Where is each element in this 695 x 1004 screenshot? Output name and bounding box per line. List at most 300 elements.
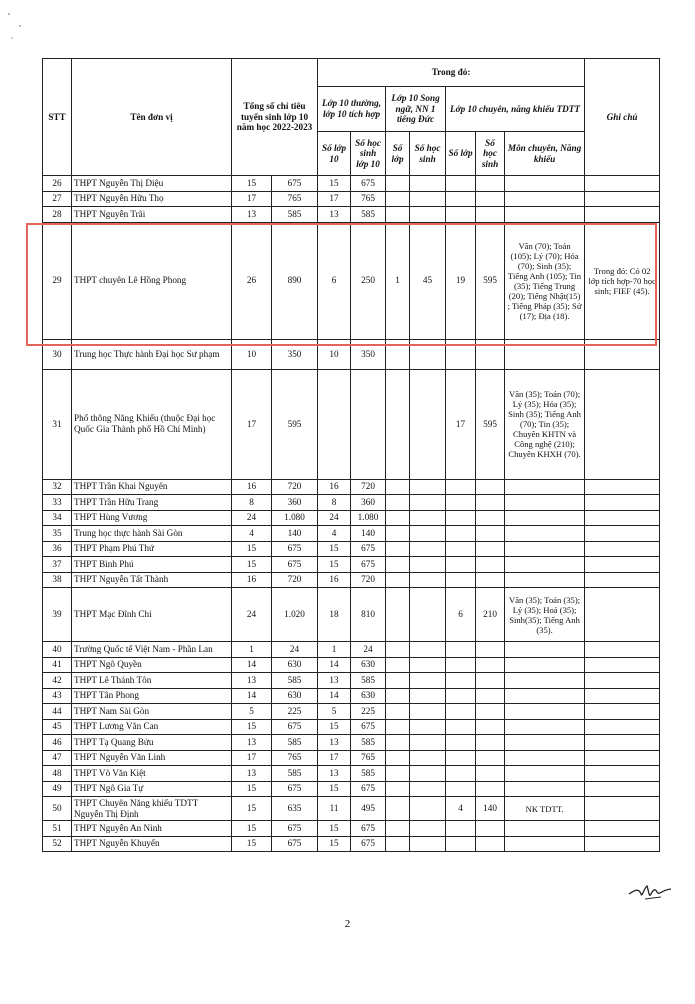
cell-total-classes: 10 [232, 339, 272, 369]
cell-reg-students: 495 [351, 797, 386, 821]
cell-note [585, 688, 660, 704]
cell-sp-students: 595 [476, 222, 505, 339]
cell-bil-classes [386, 821, 410, 837]
cell-reg-students: 810 [351, 588, 386, 642]
cell-subjects [505, 704, 585, 720]
cell-stt: 33 [43, 495, 72, 511]
cell-total-students: 675 [272, 557, 318, 573]
cell-total-classes: 15 [232, 541, 272, 557]
cell-total-students: 720 [272, 572, 318, 588]
cell-bil-classes [386, 735, 410, 751]
cell-subjects [505, 541, 585, 557]
cell-total-students: 350 [272, 339, 318, 369]
cell-total-classes: 15 [232, 781, 272, 797]
cell-reg-classes: 13 [318, 735, 351, 751]
cell-note [585, 495, 660, 511]
table-row [43, 526, 660, 542]
cell-subjects [505, 642, 585, 658]
cell-bil-classes [386, 719, 410, 735]
header-group-regular: Lớp 10 thường, lớp 10 tích hợp [318, 87, 386, 132]
cell-unit-name: THPT Nguyễn Văn Linh [72, 750, 232, 766]
table-row [43, 766, 660, 782]
header-group-specialized: Lớp 10 chuyên, năng khiếu TDTT [446, 87, 585, 132]
cell-note [585, 704, 660, 720]
cell-reg-students: 360 [351, 495, 386, 511]
cell-sp-classes [446, 572, 476, 588]
cell-total-students: 630 [272, 657, 318, 673]
cell-bil-classes [386, 526, 410, 542]
cell-total-classes: 5 [232, 704, 272, 720]
table-row [43, 572, 660, 588]
cell-reg-classes: 13 [318, 673, 351, 689]
cell-note [585, 750, 660, 766]
cell-sp-classes [446, 735, 476, 751]
cell-total-students: 635 [272, 797, 318, 821]
cell-subjects [505, 750, 585, 766]
cell-bil-classes [386, 495, 410, 511]
cell-subjects: NK TDTT. [505, 797, 585, 821]
cell-stt: 29 [43, 222, 72, 339]
cell-note [585, 766, 660, 782]
cell-total-classes: 4 [232, 526, 272, 542]
cell-total-classes: 13 [232, 673, 272, 689]
cell-stt: 48 [43, 766, 72, 782]
cell-bil-students: 45 [410, 222, 446, 339]
cell-sp-students [476, 207, 505, 223]
cell-sp-students [476, 821, 505, 837]
table-row [43, 781, 660, 797]
table-row [43, 176, 660, 192]
cell-note [585, 673, 660, 689]
cell-total-students: 1.080 [272, 510, 318, 526]
cell-unit-name: THPT Chuyên Năng khiếu TDTT Nguyễn Thị Định [72, 797, 232, 821]
cell-bil-students [410, 766, 446, 782]
cell-stt: 49 [43, 781, 72, 797]
cell-unit-name: THPT Phạm Phú Thứ [72, 541, 232, 557]
cell-total-students: 675 [272, 541, 318, 557]
cell-subjects [505, 766, 585, 782]
cell-reg-students: 675 [351, 176, 386, 192]
cell-unit-name: THPT Ngô Quyền [72, 657, 232, 673]
cell-total-students: 890 [272, 222, 318, 339]
cell-reg-students [351, 369, 386, 479]
cell-sp-students [476, 704, 505, 720]
cell-bil-students [410, 735, 446, 751]
cell-reg-classes [318, 369, 351, 479]
cell-sp-students [476, 495, 505, 511]
cell-reg-students: 585 [351, 766, 386, 782]
cell-total-classes: 15 [232, 176, 272, 192]
cell-stt: 47 [43, 750, 72, 766]
cell-sp-classes [446, 836, 476, 852]
cell-unit-name: THPT Võ Văn Kiệt [72, 766, 232, 782]
cell-sp-students [476, 642, 505, 658]
cell-sp-students: 595 [476, 369, 505, 479]
cell-total-students: 765 [272, 191, 318, 207]
cell-reg-students: 585 [351, 673, 386, 689]
cell-reg-classes: 17 [318, 191, 351, 207]
cell-bil-classes [386, 750, 410, 766]
cell-total-students: 585 [272, 673, 318, 689]
cell-total-students: 675 [272, 719, 318, 735]
cell-subjects [505, 207, 585, 223]
cell-sp-classes: 17 [446, 369, 476, 479]
cell-note [585, 642, 660, 658]
cell-subjects [505, 688, 585, 704]
cell-note [585, 369, 660, 479]
cell-bil-classes [386, 704, 410, 720]
cell-note [585, 836, 660, 852]
cell-bil-classes [386, 797, 410, 821]
cell-sp-students [476, 766, 505, 782]
cell-sp-classes [446, 339, 476, 369]
cell-unit-name: THPT Nguyễn An Ninh [72, 821, 232, 837]
cell-unit-name: Phổ thông Năng Khiếu (thuộc Đại học Quốc Gia Thành phố Hồ Chí Minh) [72, 369, 232, 479]
header-bil-classes: Số lớp [386, 132, 410, 176]
cell-sp-classes: 6 [446, 588, 476, 642]
cell-unit-name: THPT Lương Văn Can [72, 719, 232, 735]
cell-stt: 52 [43, 836, 72, 852]
cell-total-classes: 17 [232, 191, 272, 207]
cell-total-students: 675 [272, 176, 318, 192]
cell-reg-students: 765 [351, 191, 386, 207]
cell-reg-classes: 1 [318, 642, 351, 658]
cell-unit-name: Trường Quốc tế Việt Nam - Phần Lan [72, 642, 232, 658]
enrollment-table [42, 58, 660, 852]
cell-subjects [505, 781, 585, 797]
cell-note [585, 191, 660, 207]
cell-total-classes: 16 [232, 479, 272, 495]
cell-reg-classes: 18 [318, 588, 351, 642]
cell-unit-name: THPT Nguyễn Thị Diệu [72, 176, 232, 192]
cell-sp-classes [446, 657, 476, 673]
cell-total-classes: 24 [232, 588, 272, 642]
cell-stt: 30 [43, 339, 72, 369]
cell-note [585, 781, 660, 797]
cell-sp-classes: 19 [446, 222, 476, 339]
cell-reg-students: 675 [351, 836, 386, 852]
cell-unit-name: Trung học Thực hành Đại học Sư phạm [72, 339, 232, 369]
cell-note [585, 479, 660, 495]
cell-reg-classes: 15 [318, 836, 351, 852]
cell-bil-students [410, 510, 446, 526]
cell-total-classes: 26 [232, 222, 272, 339]
cell-total-classes: 13 [232, 207, 272, 223]
scan-specks [6, 8, 26, 48]
cell-bil-classes [386, 836, 410, 852]
table-row [43, 735, 660, 751]
cell-bil-classes [386, 191, 410, 207]
cell-total-students: 360 [272, 495, 318, 511]
cell-sp-students [476, 781, 505, 797]
cell-total-classes: 8 [232, 495, 272, 511]
cell-total-classes: 15 [232, 821, 272, 837]
page-number: 2 [344, 918, 351, 930]
table-row [43, 510, 660, 526]
table-row [43, 369, 660, 479]
cell-sp-students [476, 176, 505, 192]
cell-sp-classes [446, 642, 476, 658]
table-row [43, 339, 660, 369]
cell-stt: 41 [43, 657, 72, 673]
cell-reg-students: 225 [351, 704, 386, 720]
cell-sp-classes [446, 479, 476, 495]
cell-total-classes: 14 [232, 688, 272, 704]
cell-sp-classes [446, 495, 476, 511]
cell-total-classes: 1 [232, 642, 272, 658]
cell-bil-classes [386, 657, 410, 673]
cell-reg-classes: 15 [318, 176, 351, 192]
table-row [43, 704, 660, 720]
cell-stt: 34 [43, 510, 72, 526]
cell-stt: 37 [43, 557, 72, 573]
table-row [43, 588, 660, 642]
cell-stt: 42 [43, 673, 72, 689]
cell-sp-classes [446, 704, 476, 720]
cell-bil-classes [386, 572, 410, 588]
cell-subjects [505, 657, 585, 673]
cell-bil-students [410, 688, 446, 704]
cell-bil-students [410, 719, 446, 735]
cell-reg-students: 720 [351, 479, 386, 495]
cell-unit-name: THPT Nam Sài Gòn [72, 704, 232, 720]
cell-total-students: 225 [272, 704, 318, 720]
cell-stt: 50 [43, 797, 72, 821]
cell-total-classes: 13 [232, 735, 272, 751]
cell-note [585, 510, 660, 526]
cell-bil-students [410, 836, 446, 852]
header-stt: STT [43, 59, 72, 176]
cell-total-classes: 16 [232, 572, 272, 588]
cell-reg-classes: 8 [318, 495, 351, 511]
cell-note [585, 557, 660, 573]
cell-note: Trong đó: Có 02 lớp tích hợp-70 học sinh; FIEF (45). [585, 222, 660, 339]
cell-reg-students: 675 [351, 821, 386, 837]
cell-sp-students [476, 688, 505, 704]
cell-reg-students: 630 [351, 688, 386, 704]
cell-unit-name: THPT Trần Hữu Trang [72, 495, 232, 511]
cell-bil-classes [386, 688, 410, 704]
cell-note [585, 207, 660, 223]
table-row [43, 207, 660, 223]
cell-total-students: 765 [272, 750, 318, 766]
cell-total-students: 140 [272, 526, 318, 542]
cell-stt: 35 [43, 526, 72, 542]
cell-stt: 28 [43, 207, 72, 223]
cell-bil-classes: 1 [386, 222, 410, 339]
cell-subjects: Văn (70); Toán (105); Lý (70); Hóa (70); Sinh (35); Tiếng Anh (105); Tin (35); Tiếng Trung (20); Tiếng Nhật(15) ; Tiếng Pháp (35); Sử (17); Địa (18). [505, 222, 585, 339]
cell-stt: 44 [43, 704, 72, 720]
cell-unit-name: THPT Tân Phong [72, 688, 232, 704]
cell-bil-classes [386, 369, 410, 479]
cell-reg-students: 1.080 [351, 510, 386, 526]
cell-total-students: 585 [272, 735, 318, 751]
cell-total-classes: 15 [232, 557, 272, 573]
cell-reg-classes: 16 [318, 479, 351, 495]
cell-bil-classes [386, 588, 410, 642]
cell-subjects [505, 526, 585, 542]
cell-sp-students [476, 339, 505, 369]
cell-unit-name: THPT Nguyễn Trãi [72, 207, 232, 223]
header-subjects: Môn chuyên, Năng khiếu [505, 132, 585, 176]
cell-reg-students: 24 [351, 642, 386, 658]
cell-reg-classes: 15 [318, 719, 351, 735]
cell-unit-name: THPT Hùng Vương [72, 510, 232, 526]
cell-subjects [505, 735, 585, 751]
cell-note [585, 339, 660, 369]
cell-unit-name: THPT Lê Thánh Tôn [72, 673, 232, 689]
cell-subjects [505, 479, 585, 495]
table-row [43, 191, 660, 207]
header-group-bilingual: Lớp 10 Song ngữ, NN 1 tiếng Đức [386, 87, 446, 132]
enrollment-table-sheet [42, 58, 659, 852]
cell-subjects [505, 719, 585, 735]
cell-bil-students [410, 557, 446, 573]
cell-reg-students: 585 [351, 207, 386, 223]
cell-bil-students [410, 176, 446, 192]
cell-sp-students [476, 510, 505, 526]
cell-unit-name: THPT Trần Khai Nguyên [72, 479, 232, 495]
cell-bil-classes [386, 176, 410, 192]
header-total: Tổng số chỉ tiêu tuyển sinh lớp 10 năm học 2022-2023 [232, 59, 318, 176]
cell-reg-classes: 10 [318, 339, 351, 369]
cell-subjects: Văn (35); Toán (70); Lý (35); Hóa (35); Sinh (35); Tiếng Anh (70); Tin (35); Chuyên KHTN và Công nghệ (210); Chuyên KHXH (70). [505, 369, 585, 479]
cell-total-students: 720 [272, 479, 318, 495]
cell-total-classes: 15 [232, 719, 272, 735]
table-row [43, 719, 660, 735]
cell-subjects [505, 191, 585, 207]
cell-stt: 26 [43, 176, 72, 192]
cell-sp-students [476, 526, 505, 542]
cell-sp-classes [446, 719, 476, 735]
cell-sp-classes [446, 207, 476, 223]
cell-sp-classes [446, 541, 476, 557]
cell-sp-classes: 4 [446, 797, 476, 821]
cell-note [585, 572, 660, 588]
table-row [43, 750, 660, 766]
cell-note [585, 657, 660, 673]
cell-reg-students: 630 [351, 657, 386, 673]
cell-subjects [505, 495, 585, 511]
table-row [43, 657, 660, 673]
cell-sp-students [476, 541, 505, 557]
cell-bil-students [410, 781, 446, 797]
cell-bil-classes [386, 766, 410, 782]
cell-sp-students [476, 657, 505, 673]
cell-total-classes: 15 [232, 836, 272, 852]
header-of-which: Trong đó: [318, 59, 585, 87]
cell-bil-students [410, 572, 446, 588]
table-row [43, 673, 660, 689]
cell-sp-students [476, 557, 505, 573]
cell-total-students: 585 [272, 207, 318, 223]
cell-unit-name: THPT Nguyễn Tất Thành [72, 572, 232, 588]
cell-bil-classes [386, 479, 410, 495]
cell-bil-students [410, 797, 446, 821]
cell-sp-classes [446, 766, 476, 782]
cell-reg-students: 140 [351, 526, 386, 542]
cell-unit-name: THPT chuyên Lê Hồng Phong [72, 222, 232, 339]
table-row [43, 557, 660, 573]
cell-note [585, 176, 660, 192]
cell-unit-name: THPT Mạc Đĩnh Chi [72, 588, 232, 642]
cell-sp-classes [446, 673, 476, 689]
cell-reg-classes: 13 [318, 766, 351, 782]
cell-total-classes: 14 [232, 657, 272, 673]
cell-note [585, 797, 660, 821]
cell-bil-students [410, 673, 446, 689]
signature-mark [627, 880, 673, 906]
cell-bil-classes [386, 339, 410, 369]
cell-note [585, 735, 660, 751]
cell-total-students: 24 [272, 642, 318, 658]
cell-note [585, 588, 660, 642]
cell-reg-classes: 15 [318, 821, 351, 837]
cell-sp-classes [446, 781, 476, 797]
cell-sp-students [476, 750, 505, 766]
header-unit-name: Tên đơn vị [72, 59, 232, 176]
cell-stt: 39 [43, 588, 72, 642]
cell-reg-classes: 15 [318, 541, 351, 557]
cell-sp-students [476, 719, 505, 735]
cell-sp-students [476, 479, 505, 495]
cell-note [585, 541, 660, 557]
header-sp-classes: Số lớp [446, 132, 476, 176]
cell-subjects [505, 510, 585, 526]
table-row [43, 222, 660, 339]
cell-unit-name: THPT Tạ Quang Bửu [72, 735, 232, 751]
cell-bil-students [410, 479, 446, 495]
cell-bil-classes [386, 781, 410, 797]
header-note: Ghi chú [585, 59, 660, 176]
cell-bil-students [410, 588, 446, 642]
header-reg-students: Số học sinh lớp 10 [351, 132, 386, 176]
cell-stt: 40 [43, 642, 72, 658]
cell-sp-classes [446, 526, 476, 542]
cell-subjects [505, 339, 585, 369]
cell-bil-students [410, 369, 446, 479]
cell-reg-classes: 14 [318, 688, 351, 704]
cell-reg-classes: 6 [318, 222, 351, 339]
cell-reg-classes: 15 [318, 781, 351, 797]
cell-bil-students [410, 657, 446, 673]
cell-reg-classes: 17 [318, 750, 351, 766]
cell-total-students: 630 [272, 688, 318, 704]
table-row [43, 495, 660, 511]
cell-reg-students: 765 [351, 750, 386, 766]
cell-reg-students: 675 [351, 557, 386, 573]
cell-stt: 51 [43, 821, 72, 837]
cell-sp-classes [446, 557, 476, 573]
cell-sp-students [476, 191, 505, 207]
cell-sp-students [476, 836, 505, 852]
cell-note [585, 821, 660, 837]
cell-sp-classes [446, 821, 476, 837]
cell-bil-students [410, 207, 446, 223]
cell-total-students: 595 [272, 369, 318, 479]
cell-unit-name: THPT Nguyễn Hữu Thọ [72, 191, 232, 207]
cell-bil-students [410, 541, 446, 557]
cell-stt: 46 [43, 735, 72, 751]
header-sp-students: Số học sinh [476, 132, 505, 176]
cell-bil-classes [386, 510, 410, 526]
cell-total-students: 1.020 [272, 588, 318, 642]
cell-bil-students [410, 642, 446, 658]
table-header [43, 59, 660, 176]
cell-bil-students [410, 821, 446, 837]
cell-reg-students: 675 [351, 541, 386, 557]
cell-subjects [505, 836, 585, 852]
